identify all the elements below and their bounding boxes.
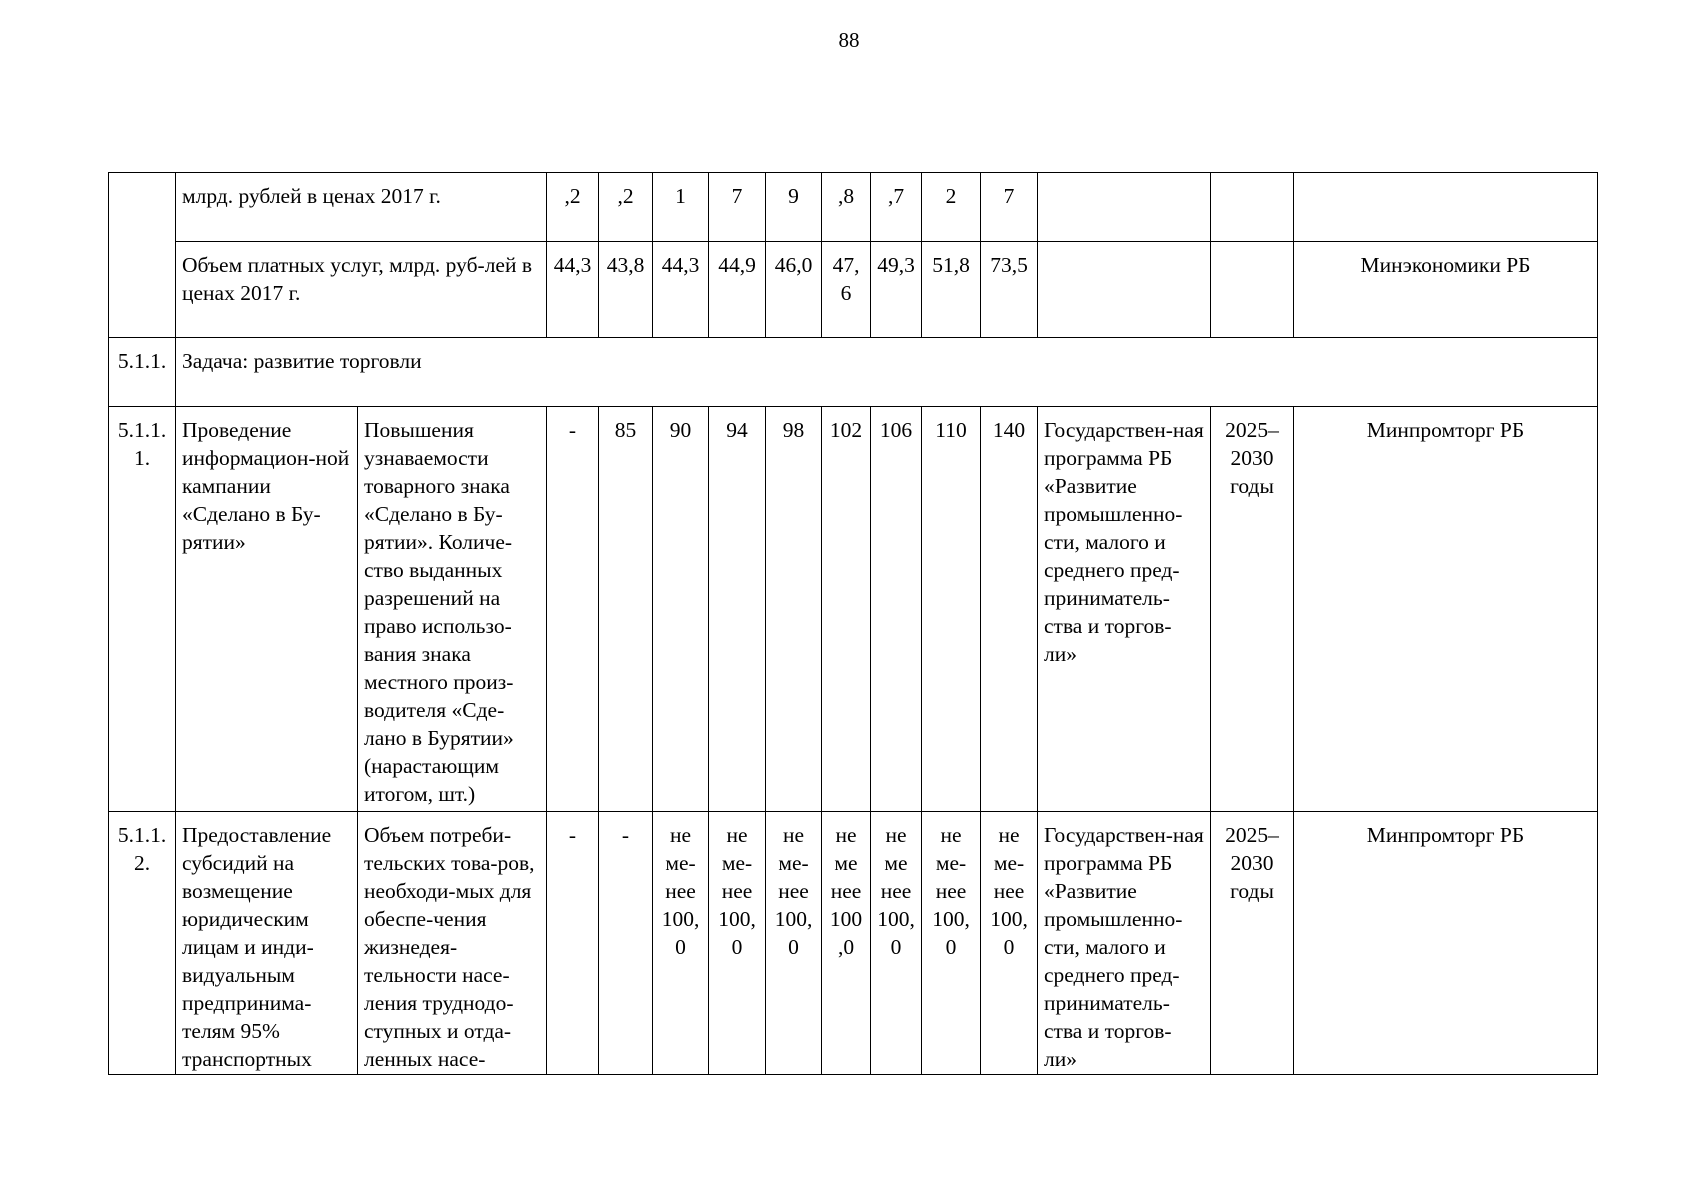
value-cell: 102 xyxy=(822,407,871,812)
value-cell: 47,6 xyxy=(822,242,871,338)
value-cell: 94 xyxy=(709,407,766,812)
value-cell: не ме-нее 100,0 xyxy=(709,812,766,1075)
value-cell: 2 xyxy=(922,173,981,242)
table-row xyxy=(109,173,1598,242)
value-cell: не ме-нее 100,0 xyxy=(653,812,709,1075)
program-cell xyxy=(1038,173,1211,242)
value-cell: не ме-нее 100,0 xyxy=(981,812,1038,1075)
table-row xyxy=(109,812,1598,1075)
row-number-cell: 5.1.1.2. xyxy=(109,812,176,1075)
value-cell: не ме-нее 100,0 xyxy=(766,812,822,1075)
measure-cell: Проведение информацион-ной кампании «Сделано в Бу-рятии» xyxy=(176,407,358,812)
executor-cell: Минпромторг РБ xyxy=(1294,407,1598,812)
value-cell: 44,3 xyxy=(547,242,599,338)
table-row xyxy=(109,242,1598,338)
value-cell: - xyxy=(547,407,599,812)
indicator-cell: Повышения узнаваемости товарного знака «Сделано в Бу-рятии». Количе-ство выданных разрешений на право использо-вания знака местного произ-водителя «Сде-лано в Бурятии» (нарастающим итогом, шт.) xyxy=(358,407,547,812)
value-cell: 44,9 xyxy=(709,242,766,338)
value-cell: ,8 xyxy=(822,173,871,242)
row-number-cell xyxy=(109,173,176,338)
program-cell: Государствен-ная программа РБ «Развитие промышленно-сти, малого и среднего пред-приниматель-ства и торгов-ли» xyxy=(1038,812,1211,1075)
value-cell: 98 xyxy=(766,407,822,812)
value-cell: 73,5 xyxy=(981,242,1038,338)
value-cell: 110 xyxy=(922,407,981,812)
value-cell: ,2 xyxy=(599,173,653,242)
value-cell: - xyxy=(599,812,653,1075)
value-cell: 1 xyxy=(653,173,709,242)
measure-cell: Предоставление субсидий на возмещение юридическим лицам и инди-видуальным предпринима-телям 95% транспортных xyxy=(176,812,358,1075)
executor-cell: Минэкономики РБ xyxy=(1294,242,1598,338)
value-cell: 43,8 xyxy=(599,242,653,338)
value-cell: 90 xyxy=(653,407,709,812)
measures-table xyxy=(108,172,1598,1075)
row-number-cell: 5.1.1. xyxy=(109,338,176,407)
period-cell xyxy=(1211,173,1294,242)
value-cell: 51,8 xyxy=(922,242,981,338)
value-cell: ,2 xyxy=(547,173,599,242)
value-cell: ,7 xyxy=(871,173,922,242)
value-cell: 85 xyxy=(599,407,653,812)
task-cell: Задача: развитие торговли xyxy=(176,338,1598,407)
value-cell: не ме нее 100,0 xyxy=(871,812,922,1075)
indicator-cell: Объем платных услуг, млрд. руб-лей в ценах 2017 г. xyxy=(176,242,547,338)
executor-cell xyxy=(1294,173,1598,242)
indicator-cell: млрд. рублей в ценах 2017 г. xyxy=(176,173,547,242)
period-cell: 2025–2030 годы xyxy=(1211,812,1294,1075)
value-cell: 9 xyxy=(766,173,822,242)
indicator-cell: Объем потреби-тельских това-ров, необходи-мых для обеспе-чения жизнедея-тельности насе-ления труднодо-ступных и отда-ленных насе- xyxy=(358,812,547,1075)
program-cell xyxy=(1038,242,1211,338)
value-cell: 106 xyxy=(871,407,922,812)
value-cell: не ме нее 100,0 xyxy=(822,812,871,1075)
page-number: 88 xyxy=(838,28,860,52)
executor-cell: Минпромторг РБ xyxy=(1294,812,1598,1075)
value-cell: не ме-нее 100,0 xyxy=(922,812,981,1075)
value-cell: - xyxy=(547,812,599,1075)
value-cell: 44,3 xyxy=(653,242,709,338)
period-cell xyxy=(1211,242,1294,338)
value-cell: 7 xyxy=(709,173,766,242)
period-cell: 2025–2030 годы xyxy=(1211,407,1294,812)
program-cell: Государствен-ная программа РБ «Развитие промышленно-сти, малого и среднего пред-приниматель-ства и торгов-ли» xyxy=(1038,407,1211,812)
task-row xyxy=(109,338,1598,407)
row-number-cell: 5.1.1.1. xyxy=(109,407,176,812)
table-row xyxy=(109,407,1598,812)
value-cell: 7 xyxy=(981,173,1038,242)
value-cell: 140 xyxy=(981,407,1038,812)
value-cell: 49,3 xyxy=(871,242,922,338)
value-cell: 46,0 xyxy=(766,242,822,338)
